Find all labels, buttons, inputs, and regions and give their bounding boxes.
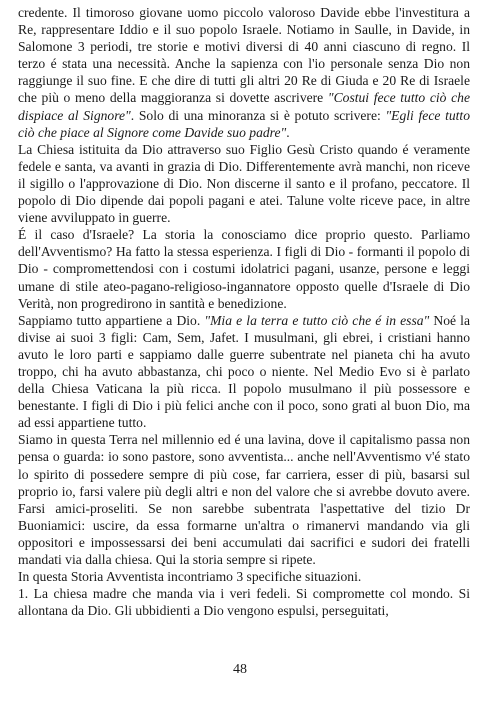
paragraph-4 xyxy=(18,312,470,432)
paragraph-5 xyxy=(18,431,470,568)
text-run: credente. Il timoroso giovane uomo piccolo valoroso Davide ebbe l'investitura a Re, rappresentare Iddio e il suo popolo Israele. Notiamo in Saulle, in Davide, in Salomone 3 periodi, tre storie e motivi diversi di 40 anni ciascuno di regno. Il terzo é stata una necessità. Anche la sapienza con l'io personale senza Dio non raggiunge il suo fine. E che dire di tutti gli altri 20 Re di Giuda e 20 Re di Israele che più o meno della maggioranza si dovette ascrivere xyxy=(18,5,470,106)
text-run: 1. La chiesa madre che manda via i veri fedeli. Si compromette col mondo. Si allontana da Dio. Gli ubbidienti a Dio vengono espulsi, perseguitati, xyxy=(18,586,470,619)
italic-quote: "Egli fece tutto ciò che piace al Signore come Davide suo padre" xyxy=(18,107,471,140)
text-run: . xyxy=(286,124,290,140)
page-text xyxy=(18,4,470,619)
paragraph-7 xyxy=(18,585,470,619)
paragraph-3 xyxy=(18,226,470,311)
italic-quote: "Costui fece tutto ciò che dispiace al Signore" xyxy=(18,90,470,123)
page-number: 48 xyxy=(233,662,247,677)
paragraph-6 xyxy=(18,568,470,585)
text-run: Siamo in questa Terra nel millennio ed é una lavina, dove il capitalismo passa non pensa o guarda: io sono pastore, sono avventista... anche nell'Avventismo v'é stato lo spirito di possedere sempre di più cose, far carriera, esser di più, basarsi sul proprio io, farsi valere più degli altri e non del valore che si avrebbe dovuto avere. Farsi amici-proseliti. Se non sarebbe subentrata l'aspettative del tizio Dr Buoniamici: uscire, da essa formarne un'altra o rimanervi mandando via gli oppositori e impossessarsi dei beni accumulati dai sacrifici e sudori dei fratelli mandati via dalla chiesa. Qui la storia sempre si ripete. xyxy=(18,432,470,567)
text-run: La Chiesa istituita da Dio attraverso suo Figlio Gesù Cristo quando é veramente fedele e santa, va avanti in grazia di Dio. Differentemente avrà manchi, non riceve il sigillo o l'approvazione di Dio. Non discerne il santo e il profano, peccatore. Il popolo di Dio dipende dai popoli pagani e atei. Talune volte riceve pace, in altre viene avviluppato in guerre. xyxy=(18,141,470,226)
text-run: Sappiamo tutto appartiene a Dio. xyxy=(18,312,205,328)
text-run: É il caso d'Israele? La storia la conosciamo dice proprio questo. Parliamo dell'Avventismo? Ha fatto la stessa esperienza. I figli di Dio - formanti il popolo di Dio - compromettendosi con i costumi idolatrici pagani, usanze, persone e leggi umane di stile ateo-pagano-religioso-ingannatore opposto quelle d'Israele di Dio Verità, non progredirono in santità e benedizione. xyxy=(18,227,470,311)
text-run: Noé la divise ai suoi 3 figli: Cam, Sem, Jafet. I musulmani, gli ebrei, i cristiani hanno avuto le loro parti e sappiamo dalle guerre subentrate nel pianeta chi ha avuto troppo, chi ha avuto abbastanza, chi poco o niente. Nel Medio Evo si è parlato della Chiesa Vaticana la più ricca. Il popolo musulmano il più possessore e benestante. I figli di Dio i più felici anche con il poco, sono grati al buon Dio, ma ad essi appartiene tutto. xyxy=(18,312,470,431)
text-run: . Solo di una minoranza si è potuto scrivere: xyxy=(130,107,386,123)
text-run: In questa Storia Avventista incontriamo 3 specifiche situazioni. xyxy=(18,569,362,585)
paragraph-2 xyxy=(18,141,470,226)
italic-quote: "Mia e la terra e tutto ciò che é in essa" xyxy=(204,312,430,328)
paragraph-1 xyxy=(18,4,470,141)
